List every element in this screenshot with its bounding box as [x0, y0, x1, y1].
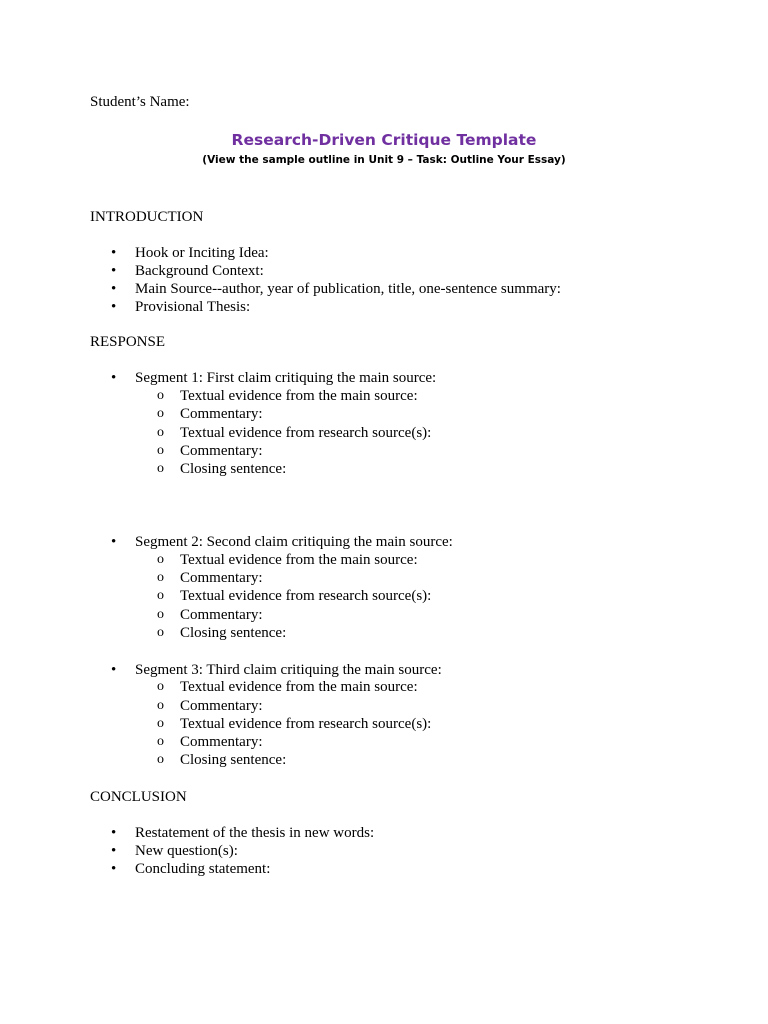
list-item-text: Concluding statement: — [135, 861, 271, 877]
circle-bullet-icon: o — [157, 406, 164, 421]
sub-list-item-text: Textual evidence from the main source: — [180, 388, 418, 404]
bullet-icon: • — [111, 861, 117, 877]
sub-list-item-text: Textual evidence from research source(s): — [180, 716, 432, 732]
list-item-text: New question(s): — [135, 843, 238, 859]
list-item-text: Restatement of the thesis in new words: — [135, 825, 375, 841]
sub-list-item-text: Commentary: — [180, 443, 263, 459]
circle-bullet-icon: o — [157, 570, 164, 585]
circle-bullet-icon: o — [157, 388, 164, 403]
document-subtitle: (View the sample outline in Unit 9 – Task: Outline Your Essay) — [202, 154, 566, 166]
sub-list-item-text: Textual evidence from the main source: — [180, 679, 418, 695]
sub-list-item-text: Textual evidence from research source(s): — [180, 588, 432, 604]
list-item-text: Provisional Thesis: — [135, 299, 251, 315]
bullet-icon: • — [111, 263, 117, 279]
sub-list-item-text: Commentary: — [180, 607, 263, 623]
document-title: Research-Driven Critique Template — [231, 131, 537, 149]
sub-list-item-text: Closing sentence: — [180, 461, 287, 477]
bullet-icon: • — [111, 662, 117, 678]
introduction-heading: INTRODUCTION — [90, 209, 204, 225]
sub-list-item-text: Closing sentence: — [180, 625, 287, 641]
circle-bullet-icon: o — [157, 625, 164, 640]
student-name-label: Student’s Name: — [90, 94, 190, 110]
sub-list-item-text: Textual evidence from the main source: — [180, 552, 418, 568]
circle-bullet-icon: o — [157, 734, 164, 749]
bullet-icon: • — [111, 370, 117, 386]
circle-bullet-icon: o — [157, 752, 164, 767]
bullet-icon: • — [111, 281, 117, 297]
bullet-icon: • — [111, 299, 117, 315]
circle-bullet-icon: o — [157, 716, 164, 731]
list-item-text: Main Source--author, year of publication, title, one-sentence summary: — [135, 281, 561, 297]
bullet-icon: • — [111, 534, 117, 550]
response-heading: RESPONSE — [90, 334, 166, 350]
bullet-icon: • — [111, 843, 117, 859]
list-item-text: Hook or Inciting Idea: — [135, 245, 269, 261]
bullet-icon: • — [111, 245, 117, 261]
circle-bullet-icon: o — [157, 443, 164, 458]
circle-bullet-icon: o — [157, 588, 164, 603]
circle-bullet-icon: o — [157, 461, 164, 476]
sub-list-item-text: Commentary: — [180, 698, 263, 714]
circle-bullet-icon: o — [157, 425, 164, 440]
sub-list-item-text: Commentary: — [180, 734, 263, 750]
sub-list-item-text: Textual evidence from research source(s): — [180, 425, 432, 441]
segment-label: Segment 2: Second claim critiquing the main source: — [135, 534, 453, 550]
sub-list-item-text: Closing sentence: — [180, 752, 287, 768]
sub-list-item-text: Commentary: — [180, 406, 263, 422]
circle-bullet-icon: o — [157, 607, 164, 622]
circle-bullet-icon: o — [157, 552, 164, 567]
conclusion-heading: CONCLUSION — [90, 789, 187, 805]
segment-label: Segment 3: Third claim critiquing the main source: — [135, 662, 442, 678]
sub-list-item-text: Commentary: — [180, 570, 263, 586]
circle-bullet-icon: o — [157, 698, 164, 713]
circle-bullet-icon: o — [157, 679, 164, 694]
bullet-icon: • — [111, 825, 117, 841]
segment-label: Segment 1: First claim critiquing the main source: — [135, 370, 437, 386]
list-item-text: Background Context: — [135, 263, 264, 279]
